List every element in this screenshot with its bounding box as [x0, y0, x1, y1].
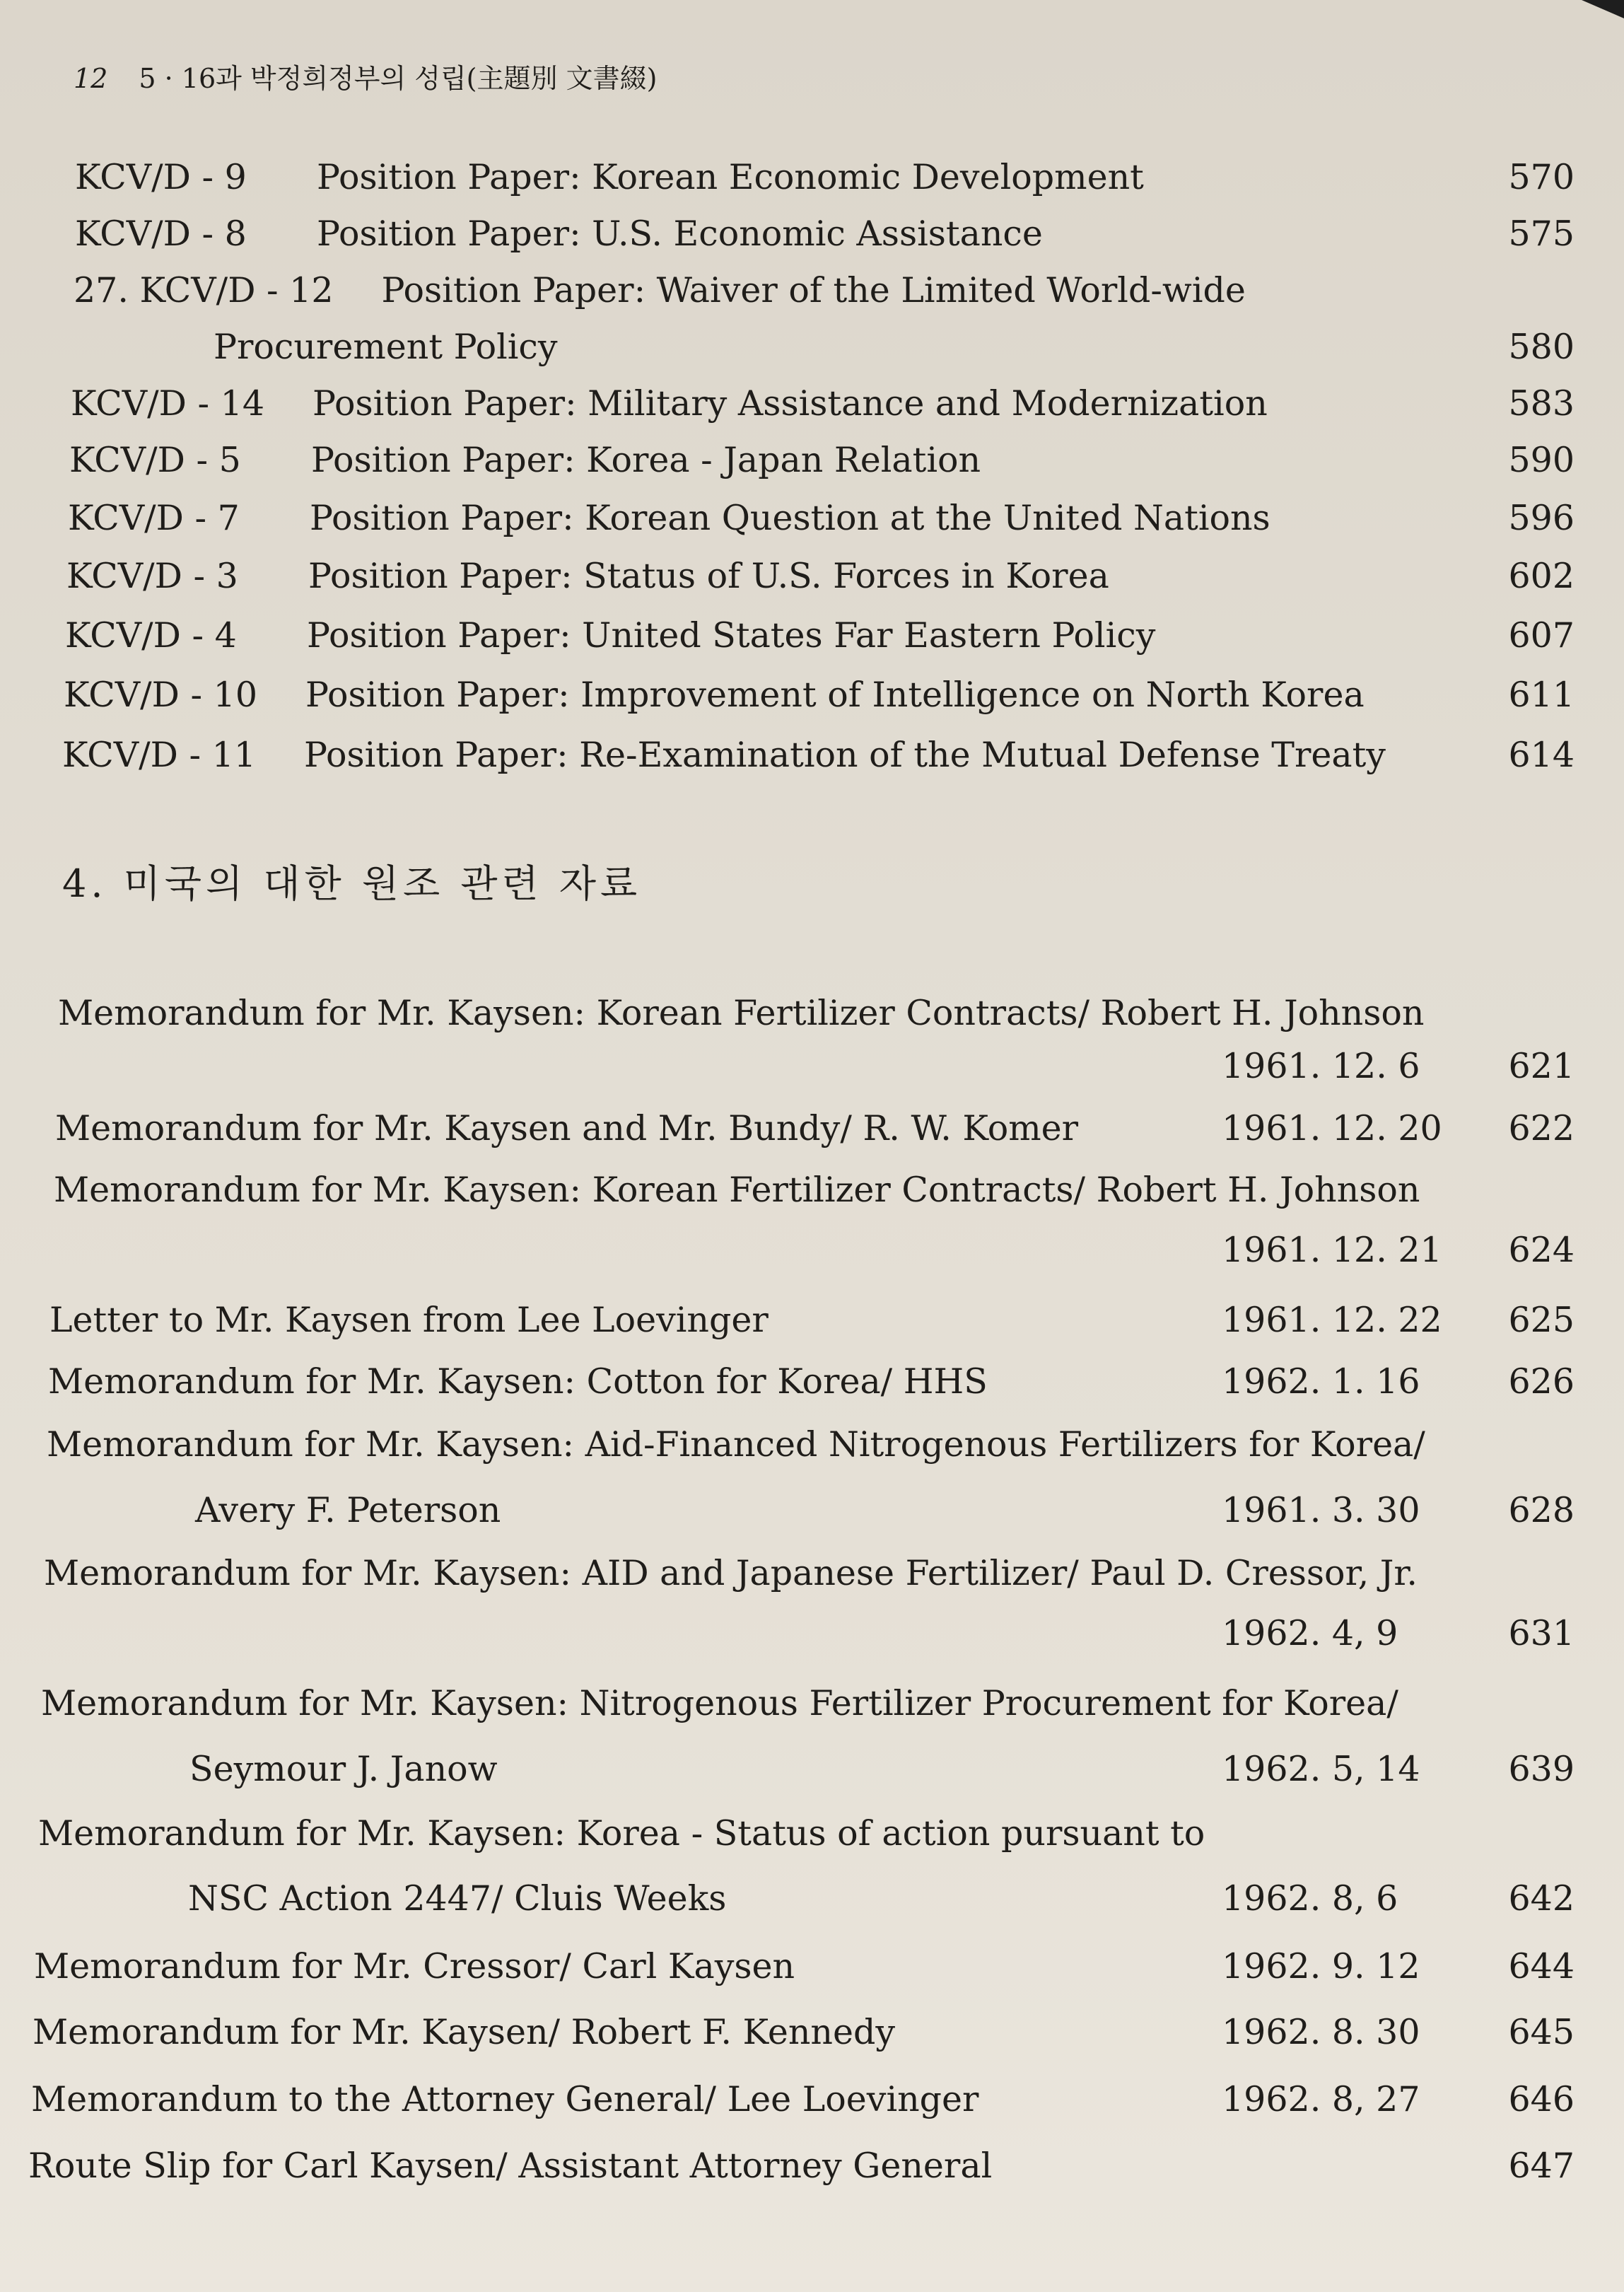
toc-entry-continued	[0, 1482, 1624, 1539]
entry-title: Memorandum for Mr. Kaysen: Nitrogenous Fertilizer Procurement for Korea/	[41, 1683, 1398, 1723]
document-code: KCV/D - 9	[75, 157, 247, 197]
page-ref: 607	[1508, 615, 1575, 656]
page-ref: 575	[1508, 214, 1575, 254]
toc-entry	[0, 1938, 1624, 1995]
toc-entry	[0, 2138, 1624, 2194]
page-ref: 602	[1508, 556, 1575, 596]
toc-entry	[0, 262, 1624, 319]
page-ref: 645	[1508, 2012, 1575, 2052]
page-ref: 625	[1508, 1300, 1575, 1340]
toc-entry	[0, 1545, 1624, 1602]
running-title: 5 · 16과 박정희정부의 성립(主題別 文書綴)	[139, 63, 658, 94]
toc-entry	[0, 490, 1624, 547]
toc-entry-continued	[0, 1038, 1624, 1095]
toc-entry	[0, 1100, 1624, 1157]
entry-date: 1962. 8. 30	[1222, 2012, 1420, 2052]
toc-entry-continued	[0, 319, 1624, 376]
entry-date: 1961. 12. 21	[1222, 1230, 1442, 1270]
toc-entry	[0, 432, 1624, 489]
document-code: KCV/D - 7	[68, 498, 240, 538]
entry-prefix: 27.	[74, 270, 140, 310]
entry-title: Letter to Mr. Kaysen from Lee Loevinger	[49, 1300, 769, 1340]
document-code: KCV/D - 5	[69, 440, 241, 480]
entry-title: Position Paper: U.S. Economic Assistance	[317, 214, 1043, 254]
page-ref: 583	[1508, 383, 1575, 424]
page-ref: 639	[1508, 1749, 1575, 1789]
toc-entry	[0, 607, 1624, 664]
entry-date: 1961. 12. 22	[1222, 1300, 1442, 1340]
document-code: KCV/D - 8	[75, 214, 247, 254]
entry-text	[75, 149, 1144, 206]
toc-entry	[0, 1292, 1624, 1349]
document-code: KCV/D - 10	[64, 675, 258, 715]
entry-title: Memorandum for Mr. Kaysen: Korea - Status of action pursuant to	[38, 1813, 1205, 1854]
entry-title: Memorandum for Mr. Kaysen and Mr. Bundy/ R. W. Komer	[55, 1108, 1079, 1148]
entry-text	[75, 206, 1043, 262]
entry-title: Memorandum for Mr. Kaysen: AID and Japanese Fertilizer/ Paul D. Cressor, Jr.	[44, 1553, 1418, 1593]
toc-entry	[0, 149, 1624, 206]
entry-text	[62, 727, 1386, 784]
document-code: KCV/D - 12	[139, 270, 334, 310]
entry-title: Position Paper: United States Far Eastern Policy	[307, 615, 1156, 656]
page-ref: 570	[1508, 157, 1575, 197]
document-code: KCV/D - 11	[62, 735, 257, 775]
toc-entry	[0, 727, 1624, 784]
toc-entry	[0, 376, 1624, 432]
entry-title: Memorandum for Mr. Kaysen: Cotton for Korea/ HHS	[48, 1361, 988, 1402]
entry-title: Position Paper: Korean Economic Development	[317, 157, 1144, 197]
entry-date: 1962. 5, 14	[1222, 1749, 1420, 1789]
toc-entry-continued	[0, 1871, 1624, 1927]
entry-title: Memorandum for Mr. Kaysen/ Robert F. Kennedy	[33, 2012, 895, 2052]
toc-entry	[0, 1416, 1624, 1473]
toc-entry	[0, 985, 1624, 1042]
toc-entry	[0, 206, 1624, 262]
entry-text	[64, 667, 1365, 723]
page-ref: 590	[1508, 440, 1575, 480]
toc-entry	[0, 1162, 1624, 1218]
entry-title: Memorandum for Mr. Kaysen: Korean Fertilizer Contracts/ Robert H. Johnson	[58, 993, 1425, 1033]
page-ref: 628	[1508, 1490, 1575, 1530]
page-ref: 626	[1508, 1361, 1575, 1402]
page-ref: 614	[1508, 735, 1575, 775]
entry-title: Position Paper: Status of U.S. Forces in Korea	[308, 556, 1109, 596]
entry-title-continued: Seymour J. Janow	[189, 1749, 498, 1789]
entry-title: Memorandum for Mr. Kaysen: Aid-Financed Nitrogenous Fertilizers for Korea/	[47, 1424, 1425, 1465]
toc-entry	[0, 1675, 1624, 1732]
section-heading: 4. 미국의 대한 원조 관련 자료	[62, 861, 642, 906]
entry-date: 1962. 8, 27	[1222, 2079, 1420, 2119]
entry-date: 1961. 12. 20	[1222, 1108, 1442, 1148]
page-ref: 596	[1508, 498, 1575, 538]
entry-title: Position Paper: Korea - Japan Relation	[311, 440, 981, 480]
entry-title: Memorandum to the Attorney General/ Lee Loevinger	[31, 2079, 979, 2119]
toc-entry	[0, 667, 1624, 723]
toc-entry	[0, 1354, 1624, 1410]
entry-title-continued: Procurement Policy	[214, 327, 558, 367]
toc-entry-continued	[0, 1222, 1624, 1279]
toc-entry	[0, 1805, 1624, 1862]
entry-text	[74, 262, 1246, 319]
page-corner-shadow	[1582, 0, 1624, 18]
document-code: KCV/D - 3	[66, 556, 238, 596]
page-ref: 647	[1508, 2146, 1575, 2186]
entry-date: 1962. 9. 12	[1222, 1946, 1420, 1986]
entry-title: Position Paper: Re-Examination of the Mutual Defense Treaty	[304, 735, 1386, 775]
document-code: KCV/D - 4	[65, 615, 237, 656]
page-ref: 624	[1508, 1230, 1575, 1270]
toc-entry	[0, 548, 1624, 605]
entry-date: 1962. 1. 16	[1222, 1361, 1420, 1402]
toc-entry	[0, 2071, 1624, 2128]
entry-text	[65, 607, 1155, 664]
entry-date: 1961. 12. 6	[1222, 1046, 1420, 1086]
entry-text	[69, 432, 981, 489]
page-ref: 644	[1508, 1946, 1575, 1986]
toc-entry-continued	[0, 1605, 1624, 1662]
entry-date: 1961. 3. 30	[1222, 1490, 1420, 1530]
page-ref: 642	[1508, 1878, 1575, 1919]
entry-title: Memorandum for Mr. Kaysen: Korean Fertilizer Contracts/ Robert H. Johnson	[54, 1170, 1420, 1210]
entry-title: Position Paper: Improvement of Intelligence on North Korea	[305, 675, 1365, 715]
page-ref: 580	[1508, 327, 1575, 367]
entry-text	[66, 548, 1109, 605]
page-ref: 622	[1508, 1108, 1575, 1148]
document-code: KCV/D - 14	[71, 383, 265, 424]
entry-title: Position Paper: Korean Question at the United Nations	[310, 498, 1270, 538]
page-ref: 611	[1508, 675, 1575, 715]
entry-title: Memorandum for Mr. Cressor/ Carl Kaysen	[34, 1946, 795, 1986]
page-ref: 621	[1508, 1046, 1575, 1086]
page-ref: 631	[1508, 1613, 1575, 1653]
entry-text	[68, 490, 1270, 547]
toc-entry-continued	[0, 1741, 1624, 1798]
page-number: 12	[74, 63, 108, 94]
entry-title: Position Paper: Waiver of the Limited World-wide	[381, 270, 1246, 310]
entry-text	[71, 376, 1268, 432]
page-ref: 646	[1508, 2079, 1575, 2119]
toc-entry	[0, 2004, 1624, 2061]
entry-title: Position Paper: Military Assistance and Modernization	[312, 383, 1268, 424]
entry-title-continued: NSC Action 2447/ Cluis Weeks	[188, 1878, 727, 1919]
entry-title-continued: Avery F. Peterson	[195, 1490, 501, 1530]
entry-date: 1962. 4, 9	[1222, 1613, 1398, 1653]
running-header	[74, 57, 657, 95]
entry-title: Route Slip for Carl Kaysen/ Assistant Attorney General	[28, 2146, 993, 2186]
entry-date: 1962. 8, 6	[1222, 1878, 1398, 1919]
